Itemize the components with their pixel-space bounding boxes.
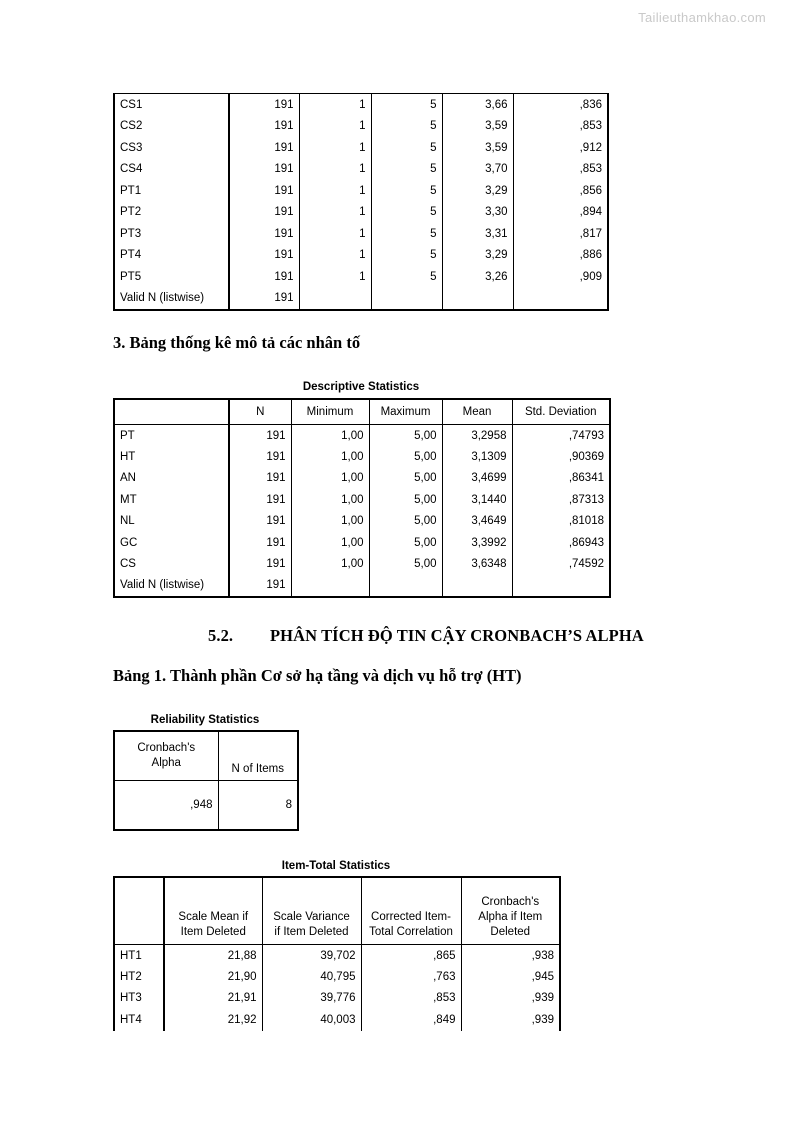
header-scale-variance-line2: if Item Deleted xyxy=(274,926,349,938)
cell-scale-variance: 40,795 xyxy=(262,966,361,988)
cell-min: 1 xyxy=(299,223,371,245)
cell-n: 191 xyxy=(229,266,299,288)
row-label: PT4 xyxy=(114,245,229,267)
cell-min: 1 xyxy=(299,159,371,181)
cell-scale-variance: 39,776 xyxy=(262,988,361,1010)
header-mean: Mean xyxy=(442,399,512,425)
header-scale-mean-line2: Item Deleted xyxy=(180,926,246,938)
cell-min: 1,00 xyxy=(291,425,369,447)
header-corrected-item-total-correlation xyxy=(361,877,461,945)
cell-scale-mean: 21,88 xyxy=(164,945,262,967)
table-row xyxy=(114,966,560,988)
cell-mean: 3,2958 xyxy=(442,425,512,447)
table-header-row xyxy=(114,877,560,945)
cell-min: 1,00 xyxy=(291,554,369,576)
cell-sd xyxy=(512,575,610,597)
cell-max: 5 xyxy=(371,180,442,202)
table-header-row xyxy=(114,399,610,425)
header-scale-variance-if-item-deleted xyxy=(262,877,361,945)
table-row xyxy=(114,425,610,447)
row-label: HT xyxy=(114,446,229,468)
cell-max: 5 xyxy=(371,202,442,224)
cell-n: 191 xyxy=(229,511,291,533)
cell-alpha-if-deleted: ,939 xyxy=(461,988,560,1010)
cell-max: 5 xyxy=(371,245,442,267)
row-label: PT xyxy=(114,425,229,447)
row-label: CS3 xyxy=(114,137,229,159)
cell-n: 191 xyxy=(229,137,299,159)
cell-min: 1 xyxy=(299,116,371,138)
cell-max: 5 xyxy=(371,159,442,181)
caption-descriptive-statistics: Descriptive Statistics xyxy=(302,381,420,393)
table-row xyxy=(114,988,560,1010)
cell-max: 5,00 xyxy=(369,468,442,490)
table-row xyxy=(114,223,608,245)
cell-max: 5 xyxy=(371,94,442,116)
heading-section-5-2 xyxy=(208,626,644,646)
table-row-valid-n xyxy=(114,575,610,597)
cell-max xyxy=(371,288,442,311)
table-row xyxy=(114,116,608,138)
cell-max: 5,00 xyxy=(369,511,442,533)
cell-n: 191 xyxy=(229,245,299,267)
cell-max: 5 xyxy=(371,266,442,288)
cell-min xyxy=(291,575,369,597)
cell-sd: ,836 xyxy=(513,94,608,116)
table-row xyxy=(114,1009,560,1031)
cell-n-of-items: 8 xyxy=(218,781,298,831)
table-reliability-statistics-body xyxy=(114,731,298,830)
header-scale-mean-if-item-deleted xyxy=(164,877,262,945)
table-descriptive-statistics xyxy=(113,398,611,598)
table-row xyxy=(114,159,608,181)
cell-n: 191 xyxy=(229,554,291,576)
cell-sd: ,87313 xyxy=(512,489,610,511)
row-label: CS2 xyxy=(114,116,229,138)
cell-alpha-if-deleted: ,938 xyxy=(461,945,560,967)
header-cronbachs-alpha-line1: Cronbach's xyxy=(137,742,196,754)
cell-cronbachs-alpha: ,948 xyxy=(114,781,218,831)
caption-reliability-statistics: Reliability Statistics xyxy=(150,714,260,726)
cell-n: 191 xyxy=(229,425,291,447)
header-scale-variance-line1: Scale Variance xyxy=(273,911,350,923)
header-corrected-line1: Corrected Item- xyxy=(371,911,451,923)
row-label: PT3 xyxy=(114,223,229,245)
cell-n: 191 xyxy=(229,575,291,597)
cell-n: 191 xyxy=(229,489,291,511)
header-scale-mean-line1: Scale Mean if xyxy=(178,911,249,923)
table-row xyxy=(114,266,608,288)
cell-mean: 3,26 xyxy=(442,266,513,288)
cell-max: 5 xyxy=(371,223,442,245)
header-alpha-line3: Deleted xyxy=(490,926,531,938)
table-row xyxy=(114,446,610,468)
cell-min: 1 xyxy=(299,94,371,116)
cell-min: 1,00 xyxy=(291,468,369,490)
cell-max xyxy=(369,575,442,597)
cell-n: 191 xyxy=(229,159,299,181)
heading-bang-1: Bảng 1. Thành phần Cơ sở hạ tầng và dịch vụ hỗ trợ (HT) xyxy=(113,666,522,685)
cell-n: 191 xyxy=(229,180,299,202)
cell-n: 191 xyxy=(229,532,291,554)
cell-max: 5,00 xyxy=(369,532,442,554)
cell-mean: 3,59 xyxy=(442,137,513,159)
cell-n: 191 xyxy=(229,223,299,245)
cell-corrected-correlation: ,853 xyxy=(361,988,461,1010)
cell-min: 1 xyxy=(299,202,371,224)
header-maximum: Maximum xyxy=(369,399,442,425)
header-cronbachs-alpha-if-item-deleted xyxy=(461,877,560,945)
cell-mean: 3,66 xyxy=(442,94,513,116)
table-row xyxy=(114,468,610,490)
cell-scale-variance: 39,702 xyxy=(262,945,361,967)
table-row xyxy=(114,511,610,533)
table-row xyxy=(114,94,608,116)
cell-mean: 3,31 xyxy=(442,223,513,245)
table-reliability-statistics xyxy=(113,730,299,831)
cell-min xyxy=(299,288,371,311)
cell-scale-mean: 21,90 xyxy=(164,966,262,988)
cell-mean: 3,59 xyxy=(442,116,513,138)
section-number: 5.2. xyxy=(208,626,234,645)
row-label: PT1 xyxy=(114,180,229,202)
cell-sd: ,86341 xyxy=(512,468,610,490)
row-label: HT2 xyxy=(114,966,164,988)
cell-sd: ,853 xyxy=(513,116,608,138)
cell-sd xyxy=(513,288,608,311)
row-label: HT4 xyxy=(114,1009,164,1031)
header-blank xyxy=(114,877,164,945)
table-item-descriptives-body xyxy=(114,94,608,311)
cell-mean: 3,30 xyxy=(442,202,513,224)
cell-sd: ,817 xyxy=(513,223,608,245)
table-row xyxy=(114,245,608,267)
table-header-row xyxy=(114,731,298,781)
cell-mean xyxy=(442,575,512,597)
watermark-text: Tailieuthamkhao.com xyxy=(638,10,766,25)
cell-mean: 3,6348 xyxy=(442,554,512,576)
cell-mean: 3,1440 xyxy=(442,489,512,511)
cell-mean: 3,1309 xyxy=(442,446,512,468)
cell-max: 5,00 xyxy=(369,489,442,511)
header-n-of-items: N of Items xyxy=(218,731,298,781)
cell-mean: 3,4699 xyxy=(442,468,512,490)
table-item-descriptives xyxy=(113,93,609,311)
cell-sd: ,86943 xyxy=(512,532,610,554)
header-cronbachs-alpha-line2: Alpha xyxy=(151,757,181,769)
cell-mean: 3,70 xyxy=(442,159,513,181)
cell-sd: ,856 xyxy=(513,180,608,202)
cell-sd: ,74592 xyxy=(512,554,610,576)
cell-min: 1 xyxy=(299,180,371,202)
header-corrected-line2: Total Correlation xyxy=(369,926,453,938)
cell-min: 1,00 xyxy=(291,446,369,468)
header-alpha-line2: Alpha if Item xyxy=(478,911,543,923)
cell-sd: ,74793 xyxy=(512,425,610,447)
cell-scale-variance: 40,003 xyxy=(262,1009,361,1031)
table-row xyxy=(114,945,560,967)
table-row xyxy=(114,180,608,202)
cell-n: 191 xyxy=(229,202,299,224)
cell-sd: ,912 xyxy=(513,137,608,159)
section-title: PHÂN TÍCH ĐỘ TIN CẬY CRONBACH’S ALPHA xyxy=(270,626,644,645)
caption-item-total-statistics: Item-Total Statistics xyxy=(281,860,391,872)
row-label: Valid N (listwise) xyxy=(114,575,229,597)
cell-max: 5,00 xyxy=(369,446,442,468)
row-label: PT2 xyxy=(114,202,229,224)
row-label: AN xyxy=(114,468,229,490)
table-item-total-statistics xyxy=(113,876,561,1031)
cell-n: 191 xyxy=(229,468,291,490)
cell-corrected-correlation: ,849 xyxy=(361,1009,461,1031)
cell-mean xyxy=(442,288,513,311)
cell-mean: 3,29 xyxy=(442,180,513,202)
header-alpha-line1: Cronbach's xyxy=(481,896,540,908)
cell-max: 5,00 xyxy=(369,554,442,576)
table-item-total-statistics-body xyxy=(114,877,560,1031)
cell-sd: ,894 xyxy=(513,202,608,224)
cell-sd: ,81018 xyxy=(512,511,610,533)
cell-sd: ,909 xyxy=(513,266,608,288)
heading-descriptive-factors: 3. Bảng thống kê mô tả các nhân tố xyxy=(113,333,361,352)
table-row xyxy=(114,489,610,511)
cell-n: 191 xyxy=(229,116,299,138)
row-label: CS1 xyxy=(114,94,229,116)
cell-alpha-if-deleted: ,939 xyxy=(461,1009,560,1031)
cell-corrected-correlation: ,763 xyxy=(361,966,461,988)
table-row-valid-n xyxy=(114,288,608,311)
table-row xyxy=(114,137,608,159)
cell-mean: 3,4649 xyxy=(442,511,512,533)
cell-min: 1,00 xyxy=(291,489,369,511)
row-label: GC xyxy=(114,532,229,554)
header-blank xyxy=(114,399,229,425)
cell-mean: 3,29 xyxy=(442,245,513,267)
row-label: HT1 xyxy=(114,945,164,967)
table-row xyxy=(114,532,610,554)
cell-min: 1,00 xyxy=(291,511,369,533)
header-cronbachs-alpha xyxy=(114,731,218,781)
header-minimum: Minimum xyxy=(291,399,369,425)
row-label: CS xyxy=(114,554,229,576)
cell-min: 1 xyxy=(299,137,371,159)
cell-corrected-correlation: ,865 xyxy=(361,945,461,967)
cell-scale-mean: 21,91 xyxy=(164,988,262,1010)
cell-sd: ,886 xyxy=(513,245,608,267)
row-label: CS4 xyxy=(114,159,229,181)
cell-sd: ,853 xyxy=(513,159,608,181)
cell-min: 1 xyxy=(299,245,371,267)
cell-scale-mean: 21,92 xyxy=(164,1009,262,1031)
row-label: NL xyxy=(114,511,229,533)
table-row xyxy=(114,781,298,831)
table-row xyxy=(114,554,610,576)
cell-sd: ,90369 xyxy=(512,446,610,468)
table-row xyxy=(114,202,608,224)
cell-min: 1,00 xyxy=(291,532,369,554)
cell-max: 5 xyxy=(371,116,442,138)
cell-max: 5 xyxy=(371,137,442,159)
header-std-deviation: Std. Deviation xyxy=(512,399,610,425)
cell-n: 191 xyxy=(229,288,299,311)
header-n: N xyxy=(229,399,291,425)
cell-mean: 3,3992 xyxy=(442,532,512,554)
cell-min: 1 xyxy=(299,266,371,288)
table-descriptive-statistics-body xyxy=(114,399,610,597)
cell-n: 191 xyxy=(229,446,291,468)
cell-max: 5,00 xyxy=(369,425,442,447)
row-label: HT3 xyxy=(114,988,164,1010)
cell-n: 191 xyxy=(229,94,299,116)
row-label: MT xyxy=(114,489,229,511)
row-label: Valid N (listwise) xyxy=(114,288,229,311)
row-label: PT5 xyxy=(114,266,229,288)
cell-alpha-if-deleted: ,945 xyxy=(461,966,560,988)
